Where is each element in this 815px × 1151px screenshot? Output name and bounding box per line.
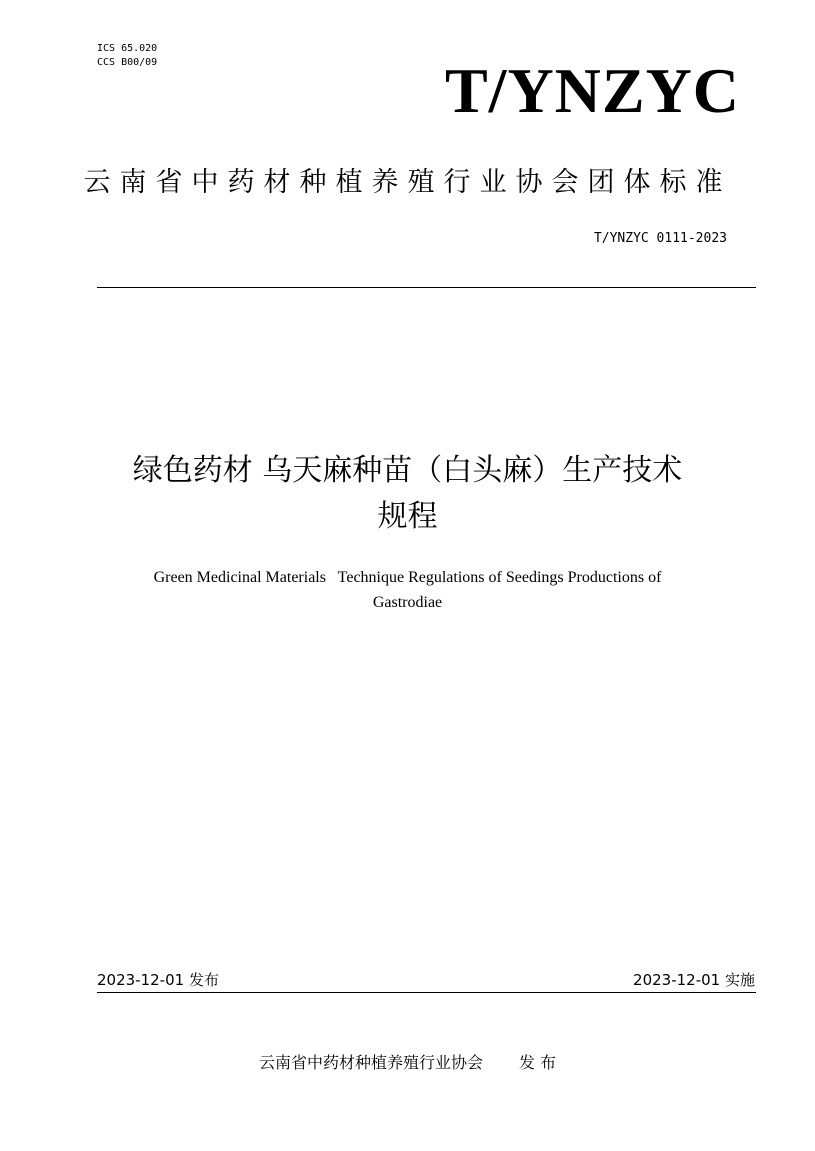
title-chinese [60,448,755,540]
publisher-name: 云南省中药材种植养殖行业协会 [258,1053,483,1072]
ccs-code: CCS B00/09 [97,57,158,68]
classification-codes [97,42,157,70]
publisher-action: 发 布 [518,1053,557,1072]
issue-date: 2023-12-01 发布 [97,971,219,989]
ics-code: ICS 65.020 [97,43,158,54]
standard-logo: T/YNZYC [444,55,740,126]
bottom-divider [97,992,756,993]
title-en-line1: Green Medicinal Materials Technique Regulations of Seedings Productions of [153,569,662,586]
top-divider [97,287,756,288]
title-zh-line1: 绿色药材 乌天麻种苗（白头麻）生产技术 [132,453,683,488]
title-en-line2: Gastrodiae [372,594,443,611]
implementation-date: 2023-12-01 实施 [633,971,755,989]
publisher-line [0,1050,815,1073]
standard-number: T/YNZYC 0111-2023 [593,231,727,246]
title-english [60,565,755,615]
org-title: 云南省中药材种植养殖行业协会团体标准 [83,167,732,198]
title-zh-line2: 规程 [377,499,438,534]
